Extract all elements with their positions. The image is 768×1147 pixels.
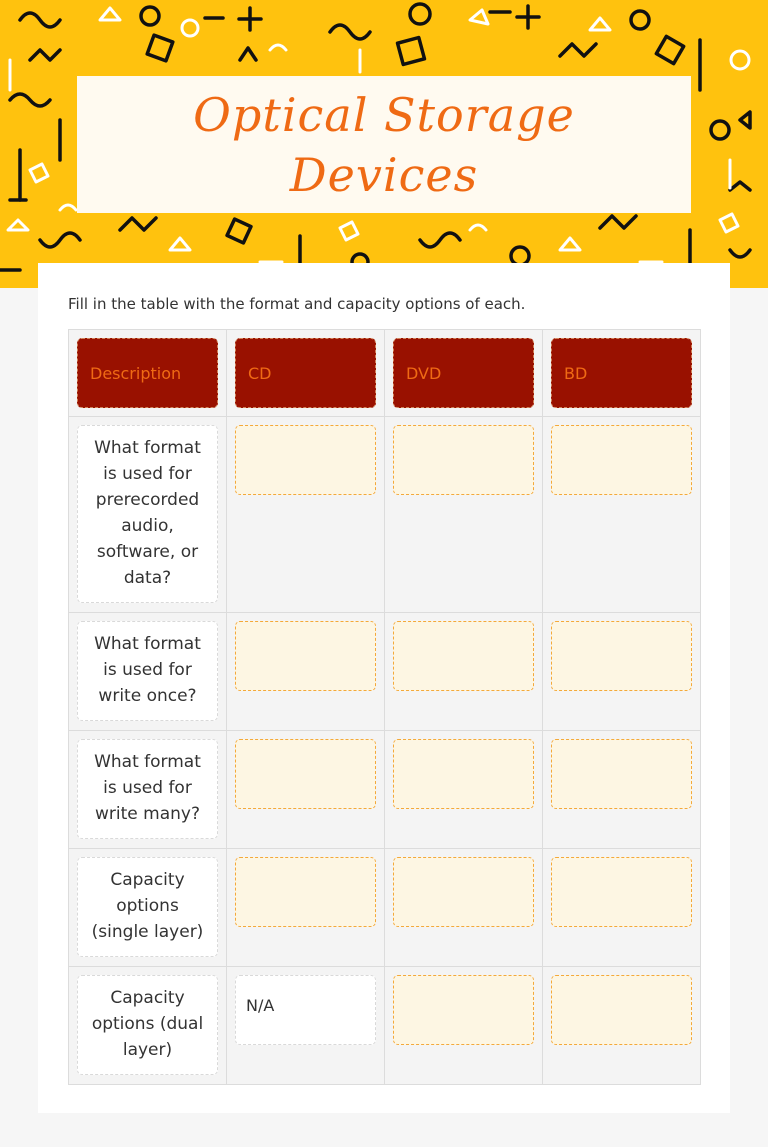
header-dvd: DVD — [393, 338, 534, 408]
worksheet — [38, 263, 730, 1113]
header-cd: CD — [235, 338, 376, 408]
question-write-many: What format is used for write many? — [77, 739, 218, 839]
question-write-once: What format is used for write once? — [77, 621, 218, 721]
drop-zone-cd-write-once[interactable] — [235, 621, 376, 691]
header-bd: BD — [551, 338, 692, 408]
drop-zone-dvd-prerecorded[interactable] — [393, 425, 534, 495]
page-title: Optical Storage Devices — [193, 87, 575, 202]
answer-table — [68, 329, 701, 1085]
table-row — [69, 731, 701, 849]
title-card — [77, 76, 691, 213]
drop-zone-dvd-capacity-single[interactable] — [393, 857, 534, 927]
drop-zone-bd-write-many[interactable] — [551, 739, 692, 809]
drop-zone-bd-capacity-single[interactable] — [551, 857, 692, 927]
drop-zone-dvd-write-once[interactable] — [393, 621, 534, 691]
drop-zone-dvd-write-many[interactable] — [393, 739, 534, 809]
table-row — [69, 417, 701, 613]
table-row — [69, 849, 701, 967]
question-capacity-dual: Capacity options (dual layer) — [77, 975, 218, 1075]
table-row — [69, 613, 701, 731]
table-header-row — [69, 330, 701, 417]
question-prerecorded: What format is used for prerecorded audio, software, or data? — [77, 425, 218, 603]
question-capacity-single: Capacity options (single layer) — [77, 857, 218, 957]
drop-zone-dvd-capacity-dual[interactable] — [393, 975, 534, 1045]
drop-zone-bd-write-once[interactable] — [551, 621, 692, 691]
instruction-text: Fill in the table with the format and capacity options of each. — [68, 295, 526, 313]
drop-zone-bd-capacity-dual[interactable] — [551, 975, 692, 1045]
header-banner — [0, 0, 768, 288]
header-description: Description — [77, 338, 218, 408]
drop-zone-bd-prerecorded[interactable] — [551, 425, 692, 495]
drop-zone-cd-write-many[interactable] — [235, 739, 376, 809]
drop-zone-cd-prerecorded[interactable] — [235, 425, 376, 495]
cd-dual-layer-value: N/A — [235, 975, 376, 1045]
table-row — [69, 967, 701, 1085]
drop-zone-cd-capacity-single[interactable] — [235, 857, 376, 927]
